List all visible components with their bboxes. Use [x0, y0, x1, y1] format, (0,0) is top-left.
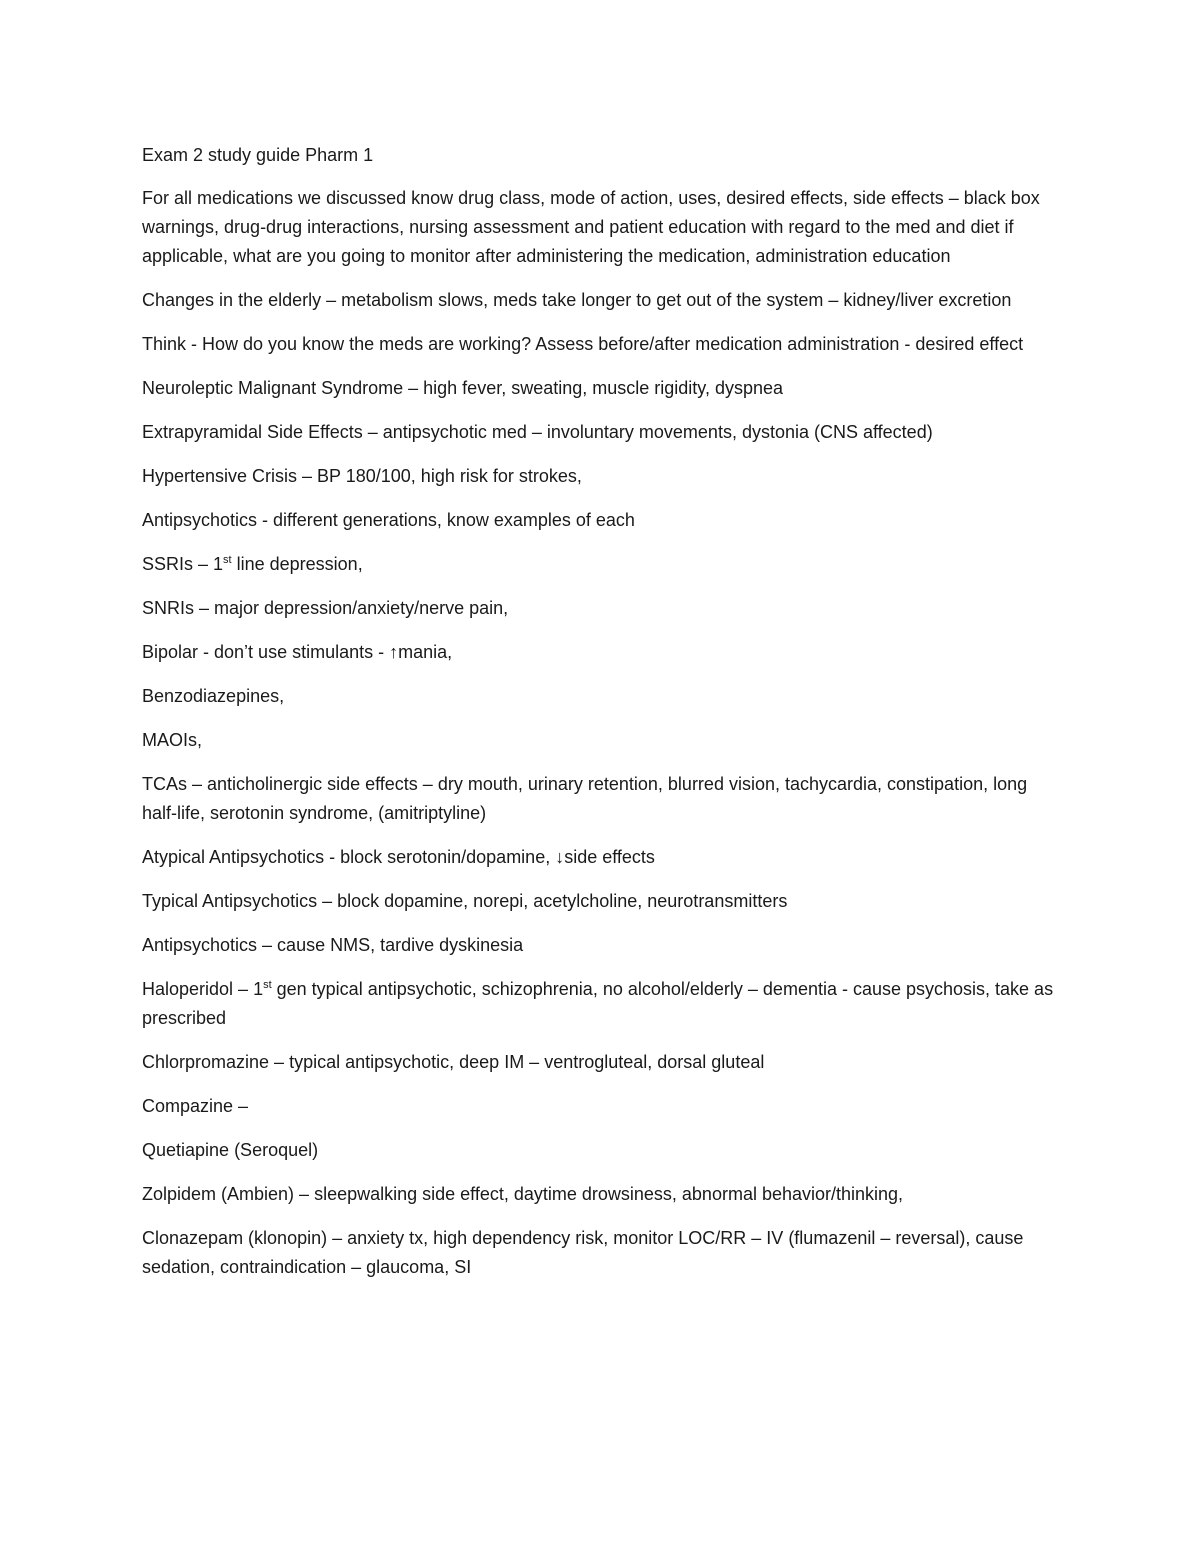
paragraph-elderly-changes: Changes in the elderly – metabolism slows, meds take longer to get out of the system – kidney/liver excretion	[142, 290, 1012, 310]
document-body	[142, 141, 1062, 1297]
paragraph-quetiapine: Quetiapine (Seroquel)	[142, 1140, 319, 1160]
paragraph-antipsychotics-generations: Antipsychotics - different generations, know examples of each	[142, 510, 635, 530]
paragraph-tcas: TCAs – anticholinergic side effects – dry mouth, urinary retention, blurred vision, tachycardia, constipation, long half-life, serotonin syndrome, (amitriptyline)	[142, 774, 1028, 823]
paragraph-hypertensive-crisis: Hypertensive Crisis – BP 180/100, high risk for strokes,	[142, 466, 582, 486]
haloperidol-superscript: st	[263, 979, 272, 991]
paragraph-antipsychotics-nms: Antipsychotics – cause NMS, tardive dyskinesia	[142, 935, 524, 955]
paragraph-haloperidol	[142, 975, 1062, 1033]
ssris-text-post: line depression,	[231, 554, 363, 574]
paragraph-clonazepam: Clonazepam (klonopin) – anxiety tx, high dependency risk, monitor LOC/RR – IV (flumazenil – reversal), cause sedation, contraindication – glaucoma, SI	[142, 1228, 1024, 1277]
paragraph-maois: MAOIs,	[142, 730, 203, 750]
haloperidol-text-pre: Haloperidol – 1	[142, 979, 264, 999]
paragraph-atypical-antipsychotics: Atypical Antipsychotics - block serotonin/dopamine, ↓side effects	[142, 847, 655, 867]
ssris-text-pre: SSRIs – 1	[142, 554, 224, 574]
paragraph-ssris	[142, 550, 1062, 579]
haloperidol-text-post: gen typical antipsychotic, schizophrenia, no alcohol/elderly – dementia - cause psychosis, take as prescribed	[142, 979, 1054, 1028]
paragraph-compazine: Compazine –	[142, 1096, 249, 1116]
paragraph-snris: SNRIs – major depression/anxiety/nerve pain,	[142, 598, 509, 618]
paragraph-benzodiazepines: Benzodiazepines,	[142, 686, 285, 706]
ssris-superscript: st	[223, 554, 232, 566]
paragraph-typical-antipsychotics: Typical Antipsychotics – block dopamine, norepi, acetylcholine, neurotransmitters	[142, 891, 788, 911]
paragraph-eps: Extrapyramidal Side Effects – antipsychotic med – involuntary movements, dystonia (CNS affected)	[142, 422, 933, 442]
paragraph-bipolar: Bipolar - don’t use stimulants - ↑mania,	[142, 642, 453, 662]
paragraph-chlorpromazine: Chlorpromazine – typical antipsychotic, deep IM – ventrogluteal, dorsal gluteal	[142, 1052, 765, 1072]
paragraph-nms: Neuroleptic Malignant Syndrome – high fever, sweating, muscle rigidity, dyspnea	[142, 378, 783, 398]
paragraph-zolpidem: Zolpidem (Ambien) – sleepwalking side effect, daytime drowsiness, abnormal behavior/thinking,	[142, 1184, 904, 1204]
document-title: Exam 2 study guide Pharm 1	[142, 145, 374, 165]
paragraph-think: Think - How do you know the meds are working? Assess before/after medication administration - desired effect	[142, 334, 1024, 354]
intro-paragraph: For all medications we discussed know drug class, mode of action, uses, desired effects, side effects – black box warnings, drug-drug interactions, nursing assessment and patient education with regard to the med and diet if applicable, what are you going to monitor after administering the medication, administration education	[142, 188, 1040, 266]
